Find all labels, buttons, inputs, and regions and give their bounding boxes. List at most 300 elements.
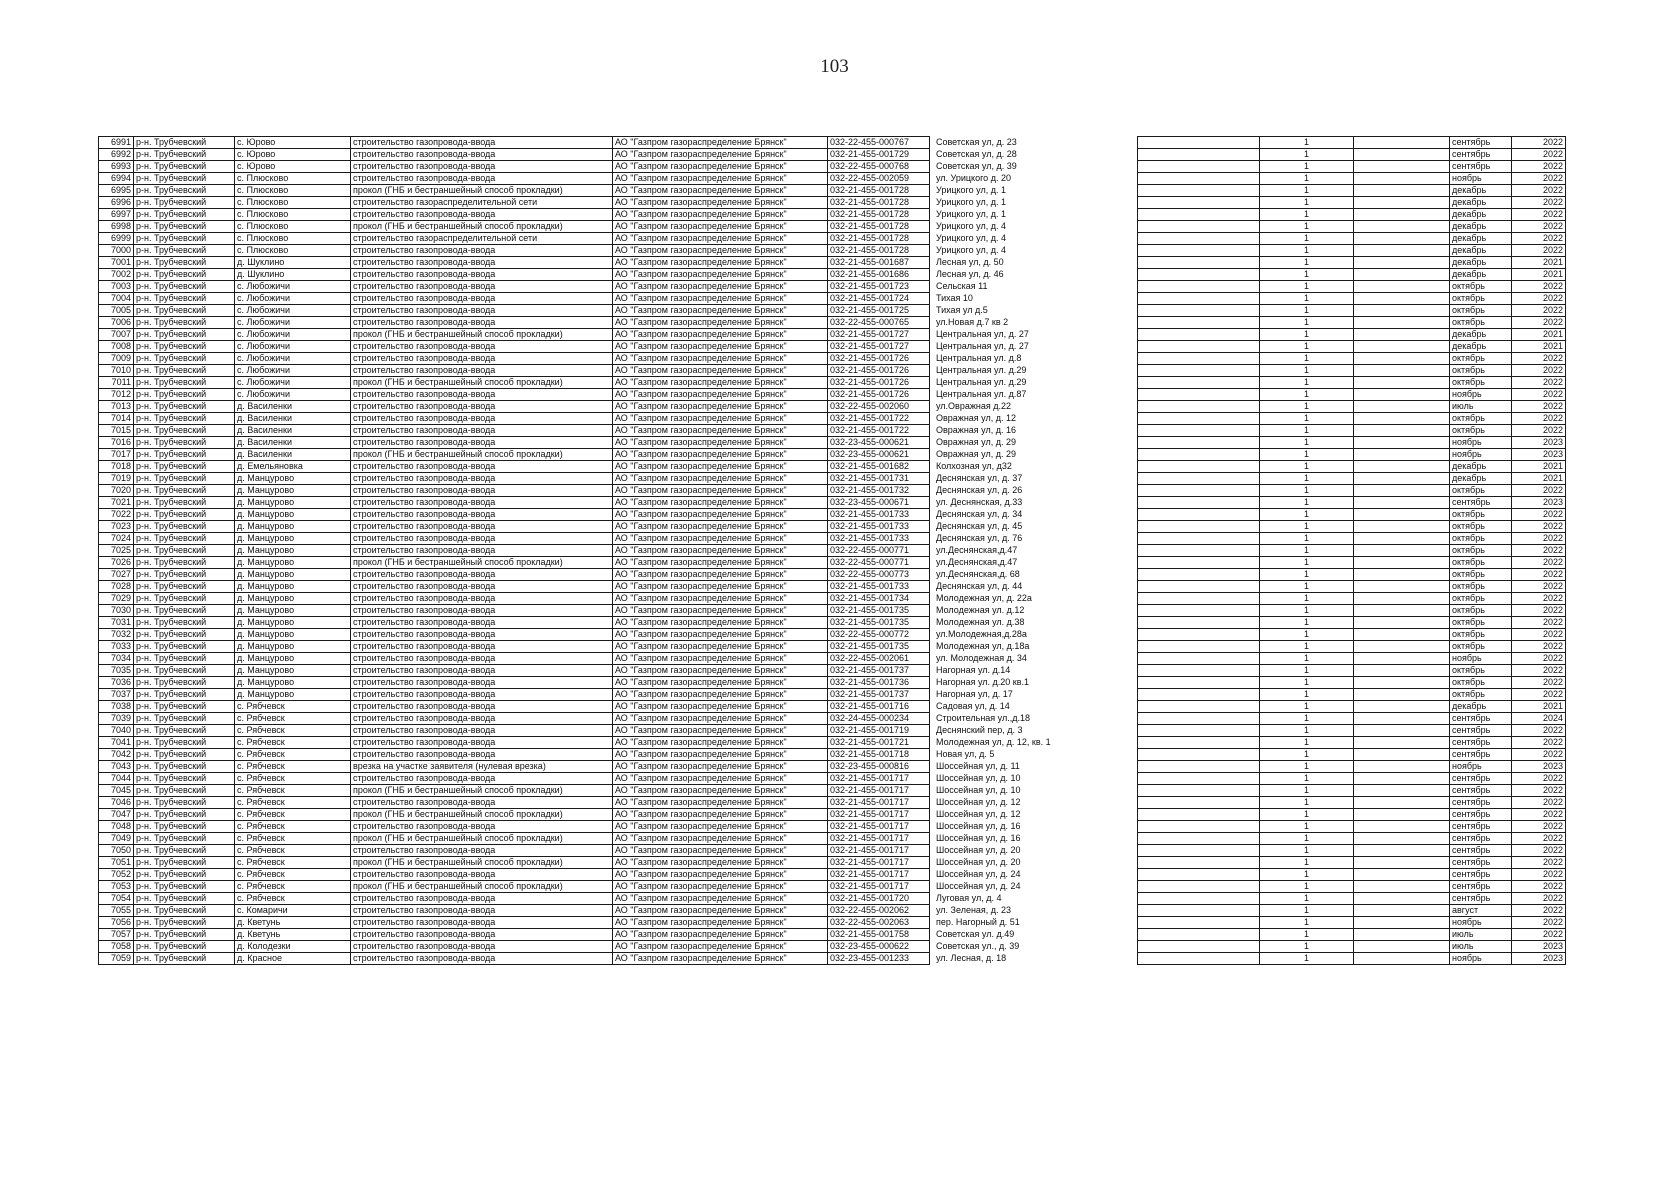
- year-cell: 2022: [1512, 653, 1566, 665]
- organization-cell: АО "Газпром газораспределение Брянск": [613, 857, 828, 869]
- empty-cell: [1138, 521, 1260, 533]
- empty-cell: [1354, 929, 1450, 941]
- table-row: [99, 761, 1566, 773]
- row-number: 7052: [99, 869, 134, 881]
- empty-cell: [1354, 473, 1450, 485]
- object-code-cell: 032-21-455-001722: [828, 425, 930, 437]
- address-cell: Шоссейная ул, д. 16: [936, 821, 1021, 831]
- year-cell: 2022: [1512, 797, 1566, 809]
- month-cell: декабрь: [1450, 701, 1512, 713]
- gap-cell: [1110, 509, 1138, 521]
- quantity-cell: 1: [1260, 593, 1354, 605]
- address-cell: Шоссейная ул, д. 24: [936, 881, 1021, 891]
- month-cell: сентябрь: [1450, 497, 1512, 509]
- organization-cell: АО "Газпром газораспределение Брянск": [613, 869, 828, 881]
- quantity-cell: 1: [1260, 845, 1354, 857]
- settlement-cell: д. Манцурово: [235, 689, 351, 701]
- empty-cell: [1138, 929, 1260, 941]
- year-cell: 2022: [1512, 413, 1566, 425]
- settlement-cell: с. Рябчевск: [235, 821, 351, 833]
- district-cell: р-н. Трубчевский: [134, 929, 235, 941]
- address-cell: ул.Деснянская,д.47: [936, 545, 1018, 555]
- quantity-cell: 1: [1260, 905, 1354, 917]
- quantity-cell: 1: [1260, 941, 1354, 953]
- empty-cell: [1138, 869, 1260, 881]
- object-code-cell: 032-21-455-001717: [828, 857, 930, 869]
- address-cell: Деснянский пер, д. 3: [936, 725, 1023, 735]
- table-row: [99, 953, 1566, 965]
- year-cell: 2022: [1512, 821, 1566, 833]
- empty-cell: [1354, 797, 1450, 809]
- table-row: [99, 209, 1566, 221]
- row-number: 7057: [99, 929, 134, 941]
- empty-cell: [1354, 893, 1450, 905]
- work-type-cell: строительство газопровода-ввода: [351, 473, 613, 485]
- work-type-cell: строительство газопровода-ввода: [351, 305, 613, 317]
- empty-cell: [1354, 245, 1450, 257]
- year-cell: 2022: [1512, 485, 1566, 497]
- work-type-cell: строительство газопровода-ввода: [351, 209, 613, 221]
- month-cell: октябрь: [1450, 365, 1512, 377]
- empty-cell: [1138, 449, 1260, 461]
- organization-cell: АО "Газпром газораспределение Брянск": [613, 797, 828, 809]
- table-row: [99, 173, 1566, 185]
- district-cell: р-н. Трубчевский: [134, 605, 235, 617]
- month-cell: декабрь: [1450, 257, 1512, 269]
- row-number: 7032: [99, 629, 134, 641]
- empty-cell: [1138, 773, 1260, 785]
- month-cell: декабрь: [1450, 209, 1512, 221]
- month-cell: октябрь: [1450, 545, 1512, 557]
- quantity-cell: 1: [1260, 857, 1354, 869]
- table-row: [99, 221, 1566, 233]
- empty-cell: [1138, 533, 1260, 545]
- settlement-cell: с. Комаричи: [235, 905, 351, 917]
- quantity-cell: 1: [1260, 725, 1354, 737]
- district-cell: р-н. Трубчевский: [134, 593, 235, 605]
- quantity-cell: 1: [1260, 761, 1354, 773]
- work-type-cell: строительство газопровода-ввода: [351, 725, 613, 737]
- settlement-cell: с. Рябчевск: [235, 773, 351, 785]
- organization-cell: АО "Газпром газораспределение Брянск": [613, 449, 828, 461]
- quantity-cell: 1: [1260, 665, 1354, 677]
- empty-cell: [1354, 881, 1450, 893]
- settlement-cell: с. Любожичи: [235, 377, 351, 389]
- month-cell: ноябрь: [1450, 761, 1512, 773]
- work-type-cell: строительство газопровода-ввода: [351, 713, 613, 725]
- work-type-cell: строительство газопровода-ввода: [351, 389, 613, 401]
- month-cell: октябрь: [1450, 629, 1512, 641]
- address-cell: Колхозная ул, д32: [936, 461, 1012, 471]
- gap-cell: [1110, 413, 1138, 425]
- table-row: [99, 845, 1566, 857]
- empty-cell: [1138, 221, 1260, 233]
- empty-cell: [1354, 857, 1450, 869]
- empty-cell: [1138, 545, 1260, 557]
- settlement-cell: с. Рябчевск: [235, 881, 351, 893]
- empty-cell: [1138, 233, 1260, 245]
- object-code-cell: 032-21-455-001727: [828, 341, 930, 353]
- row-number: 7034: [99, 653, 134, 665]
- object-code-cell: 032-22-455-000765: [828, 317, 930, 329]
- work-type-cell: строительство газопровода-ввода: [351, 173, 613, 185]
- row-number: 7016: [99, 437, 134, 449]
- settlement-cell: с. Любожичи: [235, 329, 351, 341]
- year-cell: 2022: [1512, 665, 1566, 677]
- work-type-cell: прокол (ГНБ и бестраншейный способ прокладки): [351, 881, 613, 893]
- table-row: [99, 473, 1566, 485]
- object-code-cell: 032-21-455-001734: [828, 593, 930, 605]
- month-cell: сентябрь: [1450, 725, 1512, 737]
- object-code-cell: 032-21-455-001729: [828, 149, 930, 161]
- organization-cell: АО "Газпром газораспределение Брянск": [613, 821, 828, 833]
- empty-cell: [1354, 233, 1450, 245]
- settlement-cell: с. Любожичи: [235, 353, 351, 365]
- address-cell: ул.Деснянская,д. 68: [936, 569, 1020, 579]
- object-code-cell: 032-21-455-001726: [828, 365, 930, 377]
- gap-cell: [1110, 269, 1138, 281]
- work-type-cell: строительство газопровода-ввода: [351, 545, 613, 557]
- empty-cell: [1138, 665, 1260, 677]
- empty-cell: [1138, 737, 1260, 749]
- district-cell: р-н. Трубчевский: [134, 329, 235, 341]
- settlement-cell: с. Рябчевск: [235, 761, 351, 773]
- work-type-cell: строительство газопровода-ввода: [351, 773, 613, 785]
- year-cell: 2022: [1512, 617, 1566, 629]
- year-cell: 2022: [1512, 389, 1566, 401]
- settlement-cell: с. Плюсково: [235, 197, 351, 209]
- object-code-cell: 032-21-455-001732: [828, 485, 930, 497]
- district-cell: р-н. Трубчевский: [134, 365, 235, 377]
- gap-cell: [1110, 581, 1138, 593]
- work-type-cell: строительство газопровода-ввода: [351, 533, 613, 545]
- organization-cell: АО "Газпром газораспределение Брянск": [613, 293, 828, 305]
- empty-cell: [1138, 269, 1260, 281]
- row-number: 7004: [99, 293, 134, 305]
- address-cell: Шоссейная ул, д. 16: [936, 833, 1021, 843]
- organization-cell: АО "Газпром газораспределение Брянск": [613, 485, 828, 497]
- settlement-cell: д. Манцурово: [235, 533, 351, 545]
- gap-cell: [1110, 701, 1138, 713]
- object-code-cell: 032-21-455-001717: [828, 797, 930, 809]
- address-cell: Молодежная ул, д. 22а: [936, 593, 1032, 603]
- organization-cell: АО "Газпром газораспределение Брянск": [613, 353, 828, 365]
- work-type-cell: прокол (ГНБ и бестраншейный способ прокладки): [351, 449, 613, 461]
- empty-cell: [1354, 725, 1450, 737]
- address-cell: Урицкого ул, д. 4: [936, 221, 1006, 231]
- table-row: [99, 257, 1566, 269]
- year-cell: 2022: [1512, 173, 1566, 185]
- month-cell: ноябрь: [1450, 653, 1512, 665]
- settlement-cell: с. Рябчевск: [235, 725, 351, 737]
- address-cell: ул. Зеленая, д. 23: [936, 905, 1012, 915]
- district-cell: р-н. Трубчевский: [134, 233, 235, 245]
- empty-cell: [1354, 773, 1450, 785]
- organization-cell: АО "Газпром газораспределение Брянск": [613, 521, 828, 533]
- empty-cell: [1354, 485, 1450, 497]
- settlement-cell: д. Емельяновка: [235, 461, 351, 473]
- district-cell: р-н. Трубчевский: [134, 449, 235, 461]
- address-cell: Деснянская ул, д. 44: [936, 581, 1023, 591]
- district-cell: р-н. Трубчевский: [134, 857, 235, 869]
- district-cell: р-н. Трубчевский: [134, 281, 235, 293]
- district-cell: р-н. Трубчевский: [134, 701, 235, 713]
- settlement-cell: д. Манцурово: [235, 509, 351, 521]
- empty-cell: [1138, 173, 1260, 185]
- object-code-cell: 032-23-455-001233: [828, 953, 930, 965]
- empty-cell: [1354, 785, 1450, 797]
- work-type-cell: строительство газопровода-ввода: [351, 569, 613, 581]
- month-cell: декабрь: [1450, 461, 1512, 473]
- month-cell: июль: [1450, 929, 1512, 941]
- table-row: [99, 653, 1566, 665]
- district-cell: р-н. Трубчевский: [134, 809, 235, 821]
- month-cell: ноябрь: [1450, 437, 1512, 449]
- organization-cell: АО "Газпром газораспределение Брянск": [613, 437, 828, 449]
- month-cell: сентябрь: [1450, 713, 1512, 725]
- district-cell: р-н. Трубчевский: [134, 725, 235, 737]
- month-cell: декабрь: [1450, 341, 1512, 353]
- object-code-cell: 032-21-455-001726: [828, 353, 930, 365]
- table-row: [99, 449, 1566, 461]
- settlement-cell: с. Юрово: [235, 161, 351, 173]
- empty-cell: [1354, 173, 1450, 185]
- row-number: 6992: [99, 149, 134, 161]
- organization-cell: АО "Газпром газораспределение Брянск": [613, 545, 828, 557]
- work-type-cell: строительство газопровода-ввода: [351, 617, 613, 629]
- quantity-cell: 1: [1260, 497, 1354, 509]
- address-cell: Лесная ул, д. 50: [936, 257, 1004, 267]
- month-cell: сентябрь: [1450, 893, 1512, 905]
- empty-cell: [1354, 317, 1450, 329]
- address-cell: Овражная ул, д. 29: [936, 449, 1016, 459]
- table-row: [99, 689, 1566, 701]
- object-code-cell: 032-21-455-001725: [828, 305, 930, 317]
- work-type-cell: строительство газопровода-ввода: [351, 941, 613, 953]
- address-cell: Шоссейная ул, д. 12: [936, 809, 1021, 819]
- address-cell: Шоссейная ул, д. 10: [936, 773, 1021, 783]
- row-number: 7031: [99, 617, 134, 629]
- gap-cell: [1110, 353, 1138, 365]
- empty-cell: [1138, 857, 1260, 869]
- address-cell: Нагорная ул. д.14: [936, 665, 1011, 675]
- quantity-cell: 1: [1260, 617, 1354, 629]
- gap-cell: [1110, 473, 1138, 485]
- row-number: 7010: [99, 365, 134, 377]
- empty-cell: [1138, 917, 1260, 929]
- organization-cell: АО "Газпром газораспределение Брянск": [613, 269, 828, 281]
- gap-cell: [1110, 953, 1138, 965]
- empty-cell: [1138, 953, 1260, 965]
- year-cell: 2021: [1512, 473, 1566, 485]
- table-row: [99, 617, 1566, 629]
- table-row: [99, 833, 1566, 845]
- address-cell: Нагорная ул, д. 17: [936, 689, 1013, 699]
- work-type-cell: строительство газопровода-ввода: [351, 929, 613, 941]
- empty-cell: [1138, 641, 1260, 653]
- gap-cell: [1110, 677, 1138, 689]
- organization-cell: АО "Газпром газораспределение Брянск": [613, 245, 828, 257]
- table-row: [99, 881, 1566, 893]
- object-code-cell: 032-21-455-001720: [828, 893, 930, 905]
- work-type-cell: строительство газопровода-ввода: [351, 845, 613, 857]
- organization-cell: АО "Газпром газораспределение Брянск": [613, 701, 828, 713]
- work-type-cell: строительство газопровода-ввода: [351, 641, 613, 653]
- empty-cell: [1138, 185, 1260, 197]
- row-number: 7029: [99, 593, 134, 605]
- row-number: 6999: [99, 233, 134, 245]
- month-cell: декабрь: [1450, 245, 1512, 257]
- row-number: 7000: [99, 245, 134, 257]
- work-type-cell: строительство газораспределительной сети: [351, 233, 613, 245]
- object-code-cell: 032-21-455-001716: [828, 701, 930, 713]
- table-row: [99, 365, 1566, 377]
- year-cell: 2022: [1512, 353, 1566, 365]
- object-code-cell: 032-21-455-001717: [828, 869, 930, 881]
- month-cell: сентябрь: [1450, 833, 1512, 845]
- month-cell: декабрь: [1450, 473, 1512, 485]
- organization-cell: АО "Газпром газораспределение Брянск": [613, 653, 828, 665]
- gap-cell: [1110, 245, 1138, 257]
- row-number: 7014: [99, 413, 134, 425]
- address-cell: Центральная ул, д. 27: [936, 341, 1029, 351]
- settlement-cell: с. Любожичи: [235, 389, 351, 401]
- work-type-cell: строительство газопровода-ввода: [351, 701, 613, 713]
- gap-cell: [1110, 449, 1138, 461]
- object-code-cell: 032-21-455-001728: [828, 245, 930, 257]
- year-cell: 2022: [1512, 869, 1566, 881]
- quantity-cell: 1: [1260, 245, 1354, 257]
- settlement-cell: с. Любожичи: [235, 305, 351, 317]
- quantity-cell: 1: [1260, 257, 1354, 269]
- settlement-cell: д. Манцурово: [235, 617, 351, 629]
- address-cell: ул.Новая д.7 кв 2: [936, 317, 1009, 327]
- empty-cell: [1354, 653, 1450, 665]
- address-cell: ул. Урицкого д. 20: [936, 173, 1011, 183]
- district-cell: р-н. Трубчевский: [134, 713, 235, 725]
- table-row: [99, 581, 1566, 593]
- table-row: [99, 737, 1566, 749]
- month-cell: октябрь: [1450, 281, 1512, 293]
- organization-cell: АО "Газпром газораспределение Брянск": [613, 509, 828, 521]
- empty-cell: [1138, 149, 1260, 161]
- quantity-cell: 1: [1260, 581, 1354, 593]
- empty-cell: [1138, 941, 1260, 953]
- year-cell: 2022: [1512, 533, 1566, 545]
- work-type-cell: строительство газопровода-ввода: [351, 317, 613, 329]
- address-cell: Советская ул. д.49: [936, 929, 1015, 939]
- gap-cell: [1110, 653, 1138, 665]
- empty-cell: [1138, 689, 1260, 701]
- quantity-cell: 1: [1260, 557, 1354, 569]
- month-cell: ноябрь: [1450, 389, 1512, 401]
- month-cell: сентябрь: [1450, 869, 1512, 881]
- organization-cell: АО "Газпром газораспределение Брянск": [613, 401, 828, 413]
- district-cell: р-н. Трубчевский: [134, 353, 235, 365]
- row-number: 7028: [99, 581, 134, 593]
- empty-cell: [1354, 869, 1450, 881]
- quantity-cell: 1: [1260, 473, 1354, 485]
- quantity-cell: 1: [1260, 797, 1354, 809]
- settlement-cell: с. Любожичи: [235, 293, 351, 305]
- work-type-cell: строительство газопровода-ввода: [351, 653, 613, 665]
- address-cell: Шоссейная ул, д. 10: [936, 785, 1021, 795]
- row-number: 7046: [99, 797, 134, 809]
- address-cell: ул.Деснянская,д.47: [936, 557, 1018, 567]
- district-cell: р-н. Трубчевский: [134, 797, 235, 809]
- district-cell: р-н. Трубчевский: [134, 209, 235, 221]
- quantity-cell: 1: [1260, 341, 1354, 353]
- object-code-cell: 032-21-455-001717: [828, 785, 930, 797]
- empty-cell: [1138, 893, 1260, 905]
- table-row: [99, 545, 1566, 557]
- address-cell: Тихая 10: [936, 293, 973, 303]
- quantity-cell: 1: [1260, 809, 1354, 821]
- empty-cell: [1354, 917, 1450, 929]
- organization-cell: АО "Газпром газораспределение Брянск": [613, 773, 828, 785]
- table-row: [99, 413, 1566, 425]
- organization-cell: АО "Газпром газораспределение Брянск": [613, 557, 828, 569]
- work-type-cell: строительство газопровода-ввода: [351, 521, 613, 533]
- row-number: 7006: [99, 317, 134, 329]
- work-type-cell: строительство газопровода-ввода: [351, 245, 613, 257]
- empty-cell: [1138, 161, 1260, 173]
- year-cell: 2022: [1512, 773, 1566, 785]
- quantity-cell: 1: [1260, 305, 1354, 317]
- settlement-cell: с. Плюсково: [235, 209, 351, 221]
- month-cell: октябрь: [1450, 305, 1512, 317]
- quantity-cell: 1: [1260, 317, 1354, 329]
- address-cell: Молодежная ул, д. 12, кв. 1: [936, 737, 1051, 747]
- gap-cell: [1110, 281, 1138, 293]
- empty-cell: [1138, 509, 1260, 521]
- table-row: [99, 917, 1566, 929]
- empty-cell: [1138, 881, 1260, 893]
- month-cell: сентябрь: [1450, 161, 1512, 173]
- settlement-cell: д. Василенки: [235, 449, 351, 461]
- row-number: 6991: [99, 137, 134, 149]
- month-cell: октябрь: [1450, 293, 1512, 305]
- row-number: 7018: [99, 461, 134, 473]
- year-cell: 2022: [1512, 641, 1566, 653]
- settlement-cell: с. Рябчевск: [235, 857, 351, 869]
- empty-cell: [1354, 497, 1450, 509]
- quantity-cell: 1: [1260, 881, 1354, 893]
- district-cell: р-н. Трубчевский: [134, 473, 235, 485]
- quantity-cell: 1: [1260, 377, 1354, 389]
- settlement-cell: с. Рябчевск: [235, 737, 351, 749]
- table-body: [99, 137, 1566, 965]
- empty-cell: [1354, 749, 1450, 761]
- table-row: [99, 701, 1566, 713]
- empty-cell: [1354, 941, 1450, 953]
- year-cell: 2021: [1512, 257, 1566, 269]
- gap-cell: [1110, 209, 1138, 221]
- year-cell: 2023: [1512, 761, 1566, 773]
- settlement-cell: д. Манцурово: [235, 545, 351, 557]
- row-number: 7005: [99, 305, 134, 317]
- work-type-cell: строительство газопровода-ввода: [351, 905, 613, 917]
- page-number: 103: [820, 56, 849, 77]
- gap-cell: [1110, 365, 1138, 377]
- empty-cell: [1138, 749, 1260, 761]
- settlement-cell: с. Плюсково: [235, 173, 351, 185]
- empty-cell: [1354, 185, 1450, 197]
- settlement-cell: д. Манцурово: [235, 665, 351, 677]
- quantity-cell: 1: [1260, 653, 1354, 665]
- district-cell: р-н. Трубчевский: [134, 317, 235, 329]
- address-cell: Деснянская ул, д. 34: [936, 509, 1023, 519]
